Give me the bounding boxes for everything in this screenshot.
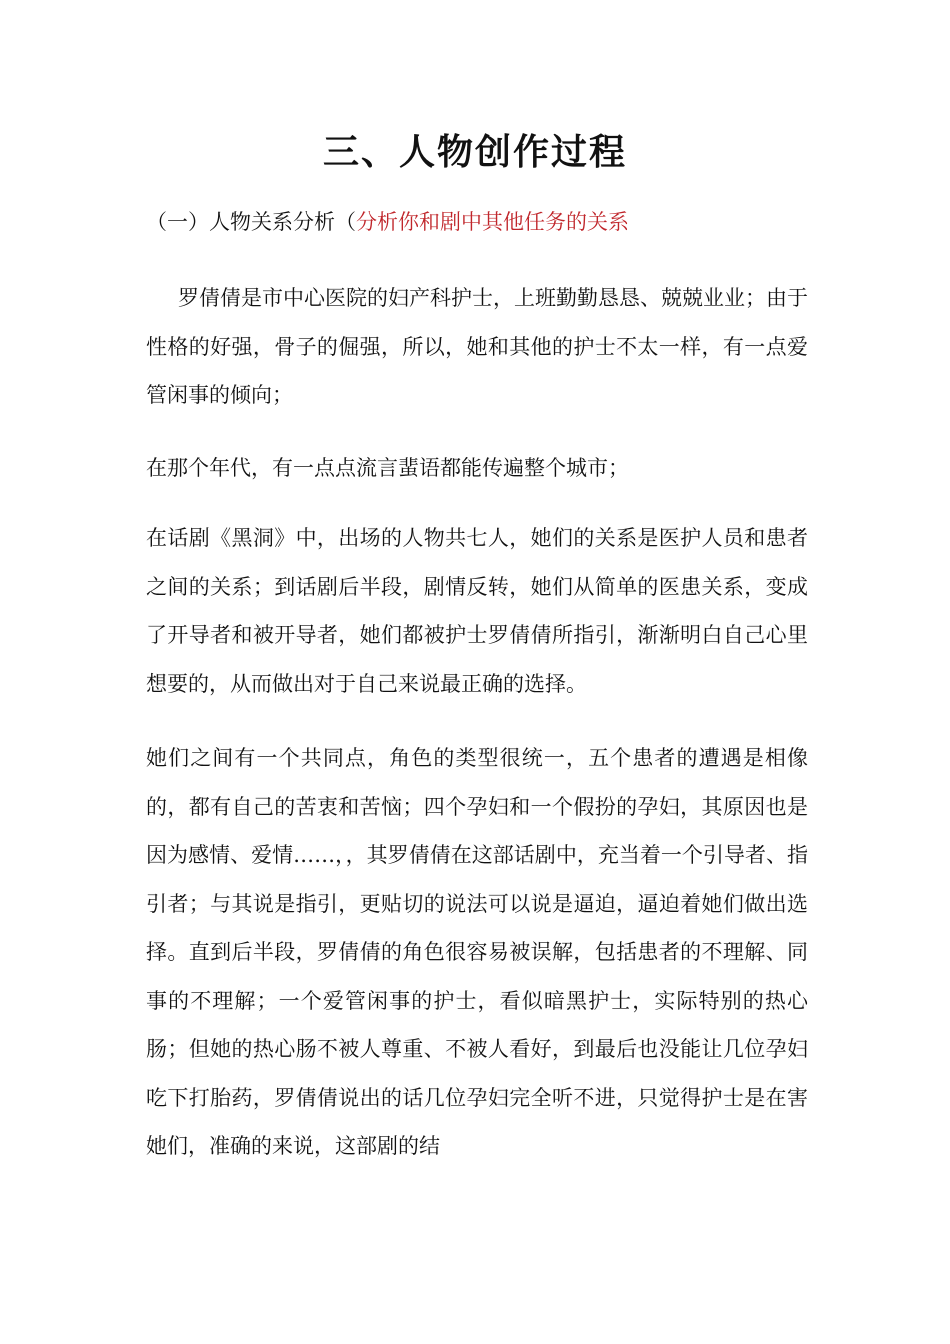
paragraph-1: 罗倩倩是市中心医院的妇产科护士，上班勤勤恳恳、兢兢业业；由于性格的好强，骨子的倔强，所以，她和其他的护士不太一样，有一点爱管闲事的倾向； bbox=[146, 286, 808, 407]
paragraph-2: 在那个年代，有一点点流言蜚语都能传遍整个城市； bbox=[146, 456, 629, 480]
section-subheading bbox=[146, 206, 629, 238]
subheading-prefix: （一）人物关系分析（ bbox=[146, 210, 356, 234]
subheading-highlight: 分析你和剧中其他任务的关系 bbox=[356, 210, 629, 234]
page-title: 三、人物创作过程 bbox=[322, 131, 627, 173]
paragraph-4: 她们之间有一个共同点，角色的类型很统一，五个患者的遭遇是相像的，都有自己的苦衷和苦恼；四个孕妇和一个假扮的孕妇，其原因也是因为感情、爱情……，，其罗倩倩在这部话剧中，充当着一个引导者、指引者；与其说是指引，更贴切的说法可以说是逼迫，逼迫着她们做出选择。直到后半段，罗倩倩的角色很容易被误解，包括患者的不理解、同事的不理解；一个爱管闲事的护士，看似暗黑护士，实际特别的热心肠；但她的热心肠不被人尊重、不被人看好，到最后也没能让几位孕妇吃下打胎药，罗倩倩说出的话几位孕妇完全听不进，只觉得护士是在害她们，准确的来说，这部剧的结 bbox=[146, 746, 808, 1158]
paragraph-3: 在话剧《黑洞》中，出场的人物共七人，她们的关系是医护人员和患者之间的关系；到话剧后半段，剧情反转，她们从简单的医患关系，变成了开导者和被开导者，她们都被护士罗倩倩所指引，渐渐明白自己心里想要的，从而做出对于自己来说最正确的选择。 bbox=[146, 526, 808, 696]
